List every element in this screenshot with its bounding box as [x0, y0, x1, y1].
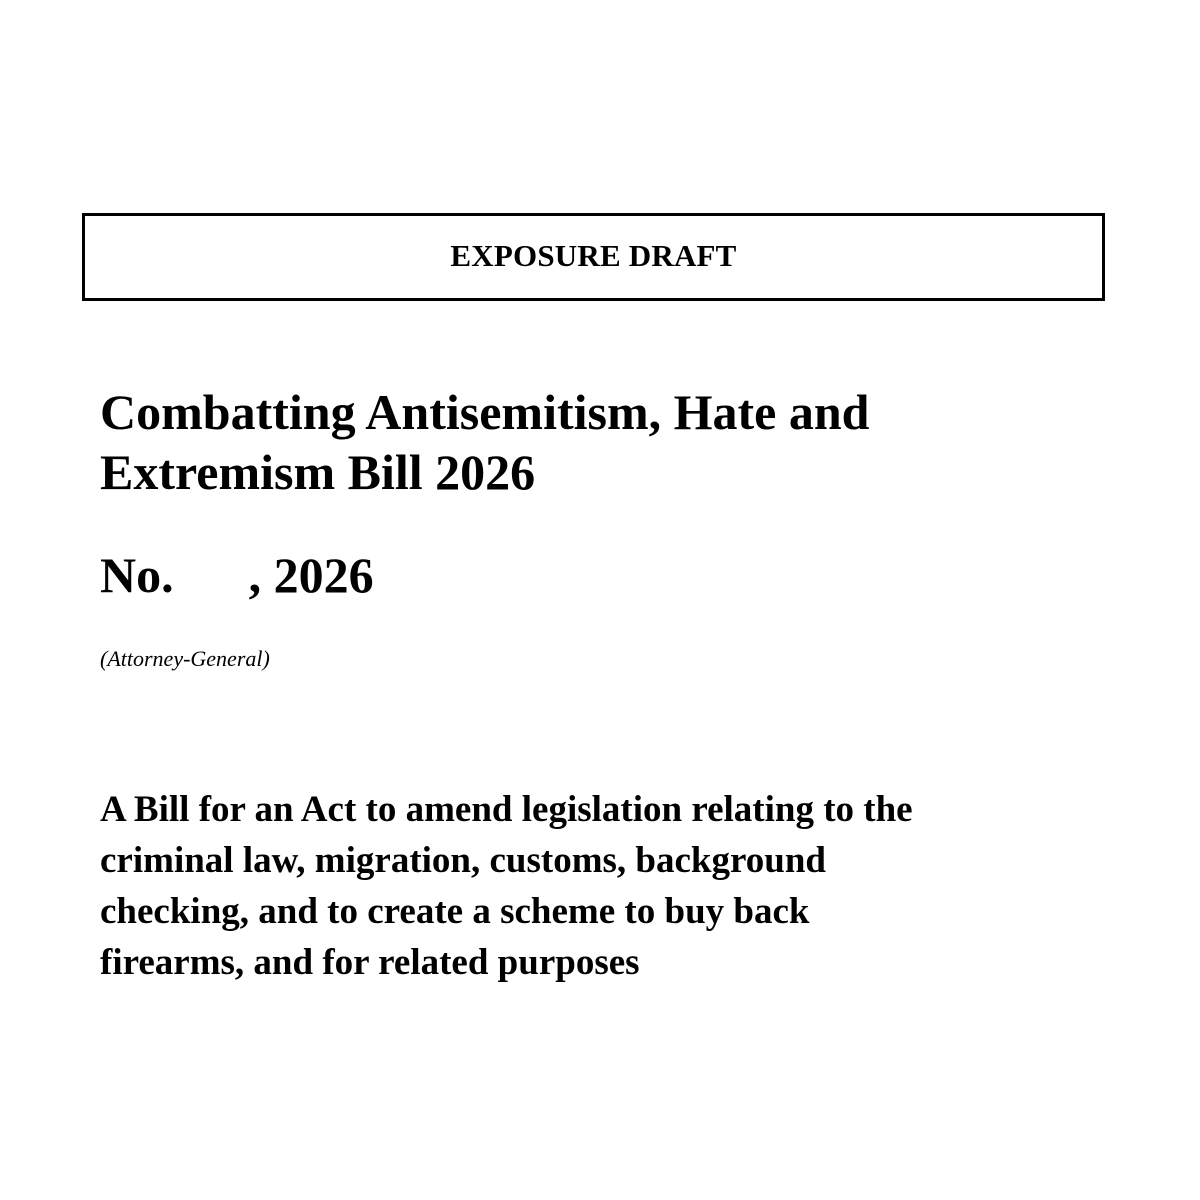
- long-title-line: A Bill for an Act to amend legislation relating to the: [100, 789, 913, 830]
- long-title-line: checking, and to create a scheme to buy back: [100, 891, 810, 932]
- bill-number-prefix: No.: [100, 547, 174, 603]
- exposure-draft-label: EXPOSURE DRAFT: [450, 238, 737, 273]
- bill-long-title: [100, 784, 1100, 988]
- bill-number: [100, 545, 374, 605]
- exposure-draft-banner: [82, 213, 1105, 301]
- bill-title-line-1: Combatting Antisemitism, Hate and: [100, 384, 870, 440]
- long-title-line: criminal law, migration, customs, background: [100, 840, 826, 881]
- bill-title-line-2: Extremism Bill 2026: [100, 444, 536, 500]
- long-title-line: firearms, and for related purposes: [100, 942, 640, 983]
- bill-sponsor: (Attorney-General): [100, 646, 270, 671]
- bill-number-year: , 2026: [248, 547, 374, 603]
- bill-title: [100, 382, 1100, 502]
